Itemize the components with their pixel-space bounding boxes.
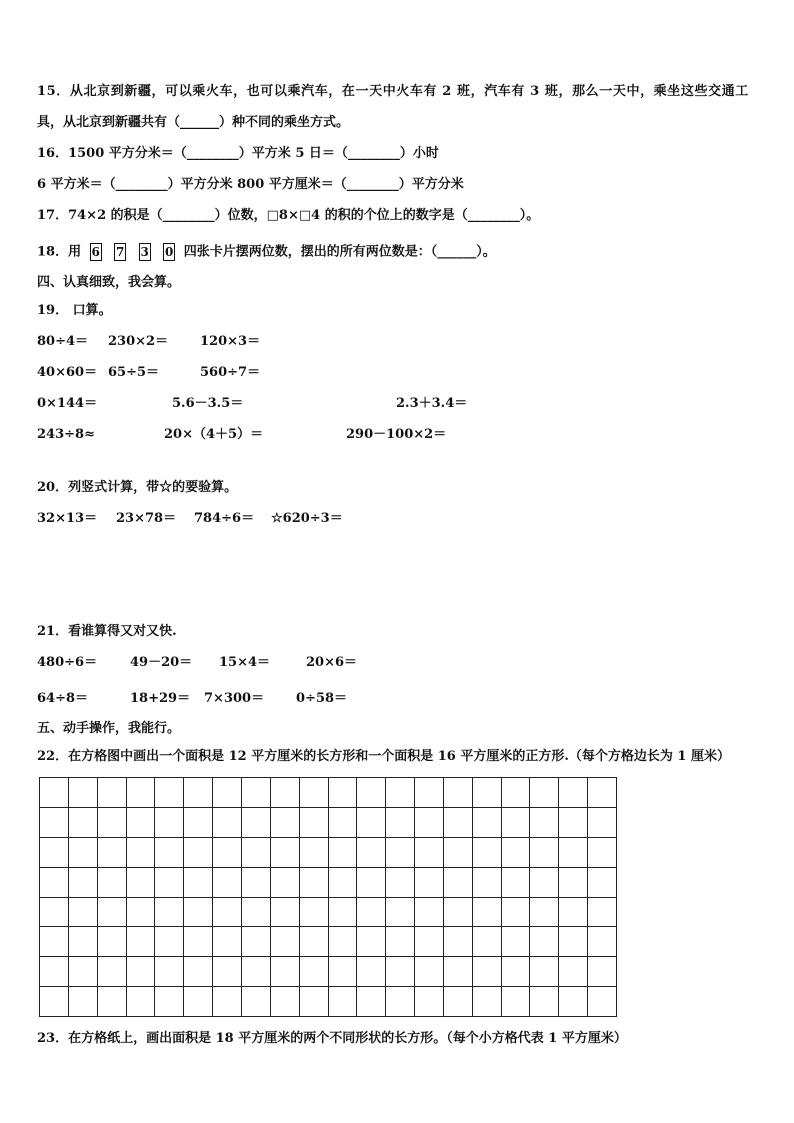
calc-item: 2.3＋3.4＝ — [396, 396, 468, 411]
grid-cell[interactable] — [184, 898, 213, 928]
grid-cell[interactable] — [40, 957, 69, 987]
grid-cell[interactable] — [588, 868, 617, 898]
grid-cell[interactable] — [184, 808, 213, 838]
grid-cell[interactable] — [271, 927, 300, 957]
grid-cell[interactable] — [588, 927, 617, 957]
grid-cell[interactable] — [559, 868, 588, 898]
digit-card: 6 — [91, 245, 100, 259]
grid-cell[interactable] — [444, 808, 473, 838]
grid-cell[interactable] — [357, 898, 386, 928]
grid-cell[interactable] — [559, 927, 588, 957]
grid-cell[interactable] — [415, 868, 444, 898]
grid-cell[interactable] — [329, 868, 358, 898]
grid-cell[interactable] — [473, 987, 502, 1017]
grid-cell[interactable] — [530, 778, 559, 808]
grid-cell[interactable] — [473, 808, 502, 838]
grid-cell[interactable] — [473, 898, 502, 928]
grid-cell[interactable] — [271, 898, 300, 928]
grid-cell[interactable] — [530, 868, 559, 898]
grid-cell[interactable] — [242, 868, 271, 898]
grid-cell[interactable] — [155, 868, 184, 898]
grid-cell[interactable] — [213, 808, 242, 838]
calc-item: 243÷8≈ — [37, 427, 95, 442]
grid-cell[interactable] — [127, 957, 156, 987]
grid-cell[interactable] — [300, 838, 329, 868]
grid-cell[interactable] — [444, 957, 473, 987]
grid-cell[interactable] — [415, 927, 444, 957]
grid-cell[interactable] — [415, 808, 444, 838]
calc-item: ☆620÷3＝ — [271, 511, 343, 526]
question-18 — [37, 243, 496, 262]
grid-cell[interactable] — [329, 838, 358, 868]
grid-cell[interactable] — [127, 778, 156, 808]
grid-cell[interactable] — [69, 987, 98, 1017]
grid-cell[interactable] — [155, 898, 184, 928]
grid-cell[interactable] — [184, 987, 213, 1017]
grid-cell[interactable] — [69, 868, 98, 898]
grid-cell[interactable] — [502, 957, 531, 987]
calc-item: 5.6－3.5＝ — [172, 396, 244, 411]
grid-cell[interactable] — [502, 868, 531, 898]
grid-cell[interactable] — [184, 957, 213, 987]
question-16-line-2: 6 平方米＝（________）平方分米 800 平方厘米＝（________）平方分米 — [37, 177, 464, 192]
grid-cell[interactable] — [213, 778, 242, 808]
calc-item: 49－20＝ — [130, 655, 193, 670]
grid-cell[interactable] — [386, 927, 415, 957]
calc-item: 0÷58＝ — [296, 691, 348, 706]
grid-cell[interactable] — [69, 927, 98, 957]
grid-cell[interactable] — [386, 987, 415, 1017]
grid-cell[interactable] — [271, 868, 300, 898]
grid-cell[interactable] — [69, 898, 98, 928]
grid-cell[interactable] — [329, 898, 358, 928]
grid-cell[interactable] — [444, 898, 473, 928]
grid-cell[interactable] — [444, 987, 473, 1017]
grid-cell[interactable] — [300, 808, 329, 838]
digit-card: 0 — [165, 245, 174, 259]
grid-cell[interactable] — [588, 898, 617, 928]
question-17: 17．74×2 的积是（________）位数，□8×□4 的积的个位上的数字是（________）。 — [37, 208, 540, 223]
calc-item: 20×（4＋5）＝ — [164, 427, 264, 442]
section-5-heading: 五、动手操作，我能行。 — [37, 721, 181, 736]
grid-cell[interactable] — [242, 898, 271, 928]
grid-cell[interactable] — [530, 927, 559, 957]
grid-cell[interactable] — [98, 898, 127, 928]
grid-cell[interactable] — [40, 778, 69, 808]
grid-cell[interactable] — [127, 987, 156, 1017]
grid-cell[interactable] — [530, 957, 559, 987]
grid-cell[interactable] — [588, 838, 617, 868]
calc-item: 7×300＝ — [204, 691, 265, 706]
grid-cell[interactable] — [155, 987, 184, 1017]
grid-cell[interactable] — [300, 987, 329, 1017]
grid-cell[interactable] — [444, 927, 473, 957]
grid-cell[interactable] — [415, 987, 444, 1017]
grid-cell[interactable] — [588, 957, 617, 987]
grid-cell[interactable] — [242, 927, 271, 957]
grid-cell[interactable] — [502, 808, 531, 838]
grid-cell[interactable] — [300, 778, 329, 808]
grid-cell[interactable] — [473, 778, 502, 808]
grid-cell[interactable] — [444, 778, 473, 808]
grid-cell[interactable] — [502, 927, 531, 957]
grid-cell[interactable] — [184, 838, 213, 868]
grid-cell[interactable] — [40, 838, 69, 868]
grid-cell[interactable] — [559, 898, 588, 928]
question-21-title: 21．看谁算得又对又快. — [37, 624, 177, 639]
grid-cell[interactable] — [155, 838, 184, 868]
digit-card: 7 — [115, 245, 125, 259]
grid-cell[interactable] — [588, 778, 617, 808]
grid-cell[interactable] — [98, 808, 127, 838]
grid-cell[interactable] — [473, 838, 502, 868]
grid-cell[interactable] — [271, 957, 300, 987]
grid-cell[interactable] — [357, 957, 386, 987]
grid-cell[interactable] — [271, 808, 300, 838]
grid-cell[interactable] — [300, 927, 329, 957]
grid-cell[interactable] — [444, 838, 473, 868]
question-15-line-1: 15．从北京到新疆，可以乘火车，也可以乘汽车，在一天中火车有 2 班，汽车有 3 班，那么一天中，乘坐这些交通工 — [37, 84, 749, 99]
grid-cell[interactable] — [184, 778, 213, 808]
grid-cell[interactable] — [473, 927, 502, 957]
question-19-title: 19． 口算。 — [37, 303, 112, 318]
question-23: 23．在方格纸上，画出面积是 18 平方厘米的两个不同形状的长方形。（每个小方格代表 1 平方厘米） — [37, 1031, 627, 1046]
question-15-line-2: 具，从北京到新疆共有（______）种不同的乘坐方式。 — [37, 115, 350, 130]
grid-cell[interactable] — [242, 778, 271, 808]
question-22: 22．在方格图中画出一个面积是 12 平方厘米的长方形和一个面积是 16 平方厘米的正方形.（每个方格边长为 1 厘米） — [37, 749, 730, 764]
calc-item: 20×6＝ — [306, 655, 358, 670]
grid-cell[interactable] — [127, 838, 156, 868]
grid-cell[interactable] — [473, 868, 502, 898]
grid-cell[interactable] — [213, 898, 242, 928]
grid-cell[interactable] — [559, 987, 588, 1017]
grid-cell[interactable] — [386, 808, 415, 838]
grid-cell[interactable] — [213, 987, 242, 1017]
digit-card: 3 — [140, 245, 149, 259]
grid-cell[interactable] — [242, 987, 271, 1017]
grid-cell[interactable] — [213, 957, 242, 987]
calc-item: 32×13＝ — [37, 511, 98, 526]
grid-cell[interactable] — [155, 778, 184, 808]
grid-cell[interactable] — [184, 927, 213, 957]
grid-cell[interactable] — [386, 868, 415, 898]
calc-item: 290－100×2＝ — [346, 427, 447, 442]
grid-cell[interactable] — [98, 778, 127, 808]
grid-cell[interactable] — [69, 957, 98, 987]
calc-item: 784÷6＝ — [194, 511, 255, 526]
grid-cell[interactable] — [357, 927, 386, 957]
grid-cell[interactable] — [40, 808, 69, 838]
calc-item: 23×78＝ — [116, 511, 177, 526]
grid-cell[interactable] — [530, 808, 559, 838]
grid-cell[interactable] — [40, 987, 69, 1017]
grid-cell[interactable] — [502, 838, 531, 868]
grid-cell[interactable] — [242, 838, 271, 868]
grid-cell[interactable] — [242, 957, 271, 987]
calc-item: 80÷4＝ — [37, 334, 89, 349]
grid-cell[interactable] — [155, 957, 184, 987]
grid-cell[interactable] — [473, 957, 502, 987]
grid-cell[interactable] — [559, 808, 588, 838]
grid-cell[interactable] — [386, 838, 415, 868]
grid-cell[interactable] — [502, 778, 531, 808]
grid-cell[interactable] — [530, 898, 559, 928]
calc-item: 480÷6＝ — [37, 655, 98, 670]
question-18-suffix: 四张卡片摆两位数，摆出的所有两位数是：（______）。 — [183, 244, 496, 260]
calc-item: 560÷7＝ — [200, 365, 261, 380]
calc-item: 120×3＝ — [200, 334, 261, 349]
calc-item: 40×60＝ — [37, 365, 98, 380]
grid-cell[interactable] — [242, 808, 271, 838]
grid-cell[interactable] — [69, 808, 98, 838]
grid-cell[interactable] — [329, 987, 358, 1017]
grid-cell[interactable] — [386, 957, 415, 987]
grid-cell[interactable] — [329, 778, 358, 808]
grid-cell[interactable] — [98, 987, 127, 1017]
grid-cell[interactable] — [357, 808, 386, 838]
calc-item: 65÷5＝ — [108, 365, 160, 380]
grid-cell[interactable] — [588, 987, 617, 1017]
grid-cell[interactable] — [213, 838, 242, 868]
grid-cell[interactable] — [386, 898, 415, 928]
grid-cell[interactable] — [271, 778, 300, 808]
grid-cell[interactable] — [155, 927, 184, 957]
grid-cell[interactable] — [300, 868, 329, 898]
grid-cell[interactable] — [415, 778, 444, 808]
grid-cell[interactable] — [329, 927, 358, 957]
question-18-prefix: 18．用 — [37, 244, 82, 260]
grid-cell[interactable] — [98, 868, 127, 898]
grid-cell[interactable] — [502, 987, 531, 1017]
grid-cell[interactable] — [98, 838, 127, 868]
grid-cell[interactable] — [415, 898, 444, 928]
grid-cell[interactable] — [559, 957, 588, 987]
question-16-line-1: 16．1500 平方分米＝（________）平方米 5 日＝（________）小时 — [37, 146, 439, 161]
grid-cell[interactable] — [69, 778, 98, 808]
grid-cell[interactable] — [559, 838, 588, 868]
grid-cell[interactable] — [329, 957, 358, 987]
grid-cell[interactable] — [69, 838, 98, 868]
question-20-title: 20．列竖式计算，带☆的要验算。 — [37, 480, 238, 495]
grid-cell[interactable] — [530, 987, 559, 1017]
grid-cell[interactable] — [300, 898, 329, 928]
grid-cell[interactable] — [98, 957, 127, 987]
grid-cell[interactable] — [357, 868, 386, 898]
grid-cell[interactable] — [502, 898, 531, 928]
grid-cell[interactable] — [184, 868, 213, 898]
grid-cell[interactable] — [588, 808, 617, 838]
grid-cell[interactable] — [127, 927, 156, 957]
grid-cell[interactable] — [530, 838, 559, 868]
grid-cell[interactable] — [40, 868, 69, 898]
grid-cell[interactable] — [40, 927, 69, 957]
grid-cell[interactable] — [271, 838, 300, 868]
grid-cell[interactable] — [300, 957, 329, 987]
grid-cell[interactable] — [329, 808, 358, 838]
square-grid[interactable] — [39, 777, 617, 1017]
section-4-heading: 四、认真细致，我会算。 — [37, 275, 181, 290]
grid-cell[interactable] — [155, 808, 184, 838]
grid-cell[interactable] — [386, 778, 415, 808]
grid-cell[interactable] — [559, 778, 588, 808]
grid-cell[interactable] — [127, 868, 156, 898]
calc-item: 18+29＝ — [130, 691, 191, 706]
calc-item: 230×2＝ — [108, 334, 169, 349]
grid-cell[interactable] — [415, 957, 444, 987]
grid-cell[interactable] — [271, 987, 300, 1017]
calc-item: 15×4＝ — [219, 655, 271, 670]
grid-cell[interactable] — [213, 927, 242, 957]
grid-cell[interactable] — [127, 808, 156, 838]
grid-cell[interactable] — [444, 868, 473, 898]
grid-cell[interactable] — [357, 838, 386, 868]
grid-cell[interactable] — [415, 838, 444, 868]
grid-cell[interactable] — [127, 898, 156, 928]
grid-cell[interactable] — [213, 868, 242, 898]
calc-item: 64÷8＝ — [37, 691, 89, 706]
grid-cell[interactable] — [357, 987, 386, 1017]
calc-item: 0×144＝ — [37, 396, 98, 411]
grid-cell[interactable] — [357, 778, 386, 808]
grid-cell[interactable] — [40, 898, 69, 928]
grid-cell[interactable] — [98, 927, 127, 957]
